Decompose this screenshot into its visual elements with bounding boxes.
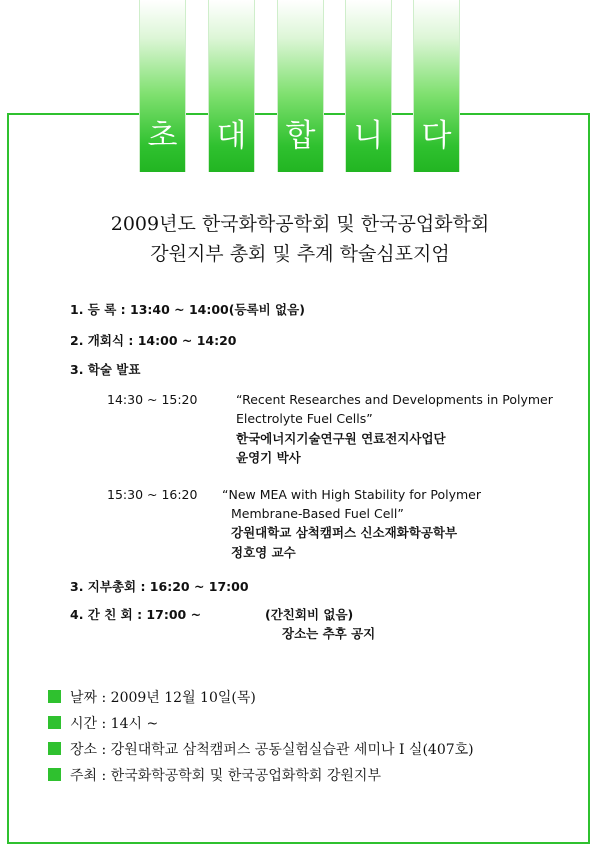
info-venue — [48, 740, 474, 760]
info-time — [48, 714, 158, 734]
info-host — [48, 766, 381, 786]
info-date-text: 날짜 : 2009년 12월 10일(목) — [70, 690, 256, 706]
banner-char: 합 — [285, 118, 316, 154]
registration-item: 1. 등 록 : 13:40 ~ 14:00(등록비 없음) — [70, 302, 305, 317]
talk-2-affiliation: 강원대학교 삼척캠퍼스 신소재화학공학부 — [231, 525, 458, 540]
banner-tile — [345, 0, 392, 172]
banner-char: 초 — [147, 118, 178, 154]
square-bullet-icon — [48, 768, 61, 781]
event-title-line2: 강원지부 총회 및 추계 학술심포지엄 — [150, 243, 450, 265]
reception-item: 4. 간 친 회 : 17:00 ~ — [70, 607, 202, 622]
square-bullet-icon — [48, 716, 61, 729]
info-time-text: 시간 : 14시 ~ — [70, 716, 159, 732]
talk-2-speaker: 정호영 교수 — [231, 545, 296, 560]
banner-tile — [208, 0, 255, 172]
info-date — [48, 688, 256, 708]
reception-fee-note: (간친회비 없음) — [265, 607, 354, 622]
talk-2-title: “New MEA with High Stability for Polymer — [222, 487, 482, 502]
banner-tile — [277, 0, 324, 172]
banner-tile — [413, 0, 460, 172]
talk-1-speaker: 윤영기 박사 — [236, 450, 301, 465]
banner-char: 대 — [216, 118, 247, 154]
talk-1-title: “Recent Researches and Developments in Polymer — [236, 392, 553, 407]
reception-location-note: 장소는 추후 공지 — [282, 626, 376, 641]
banner-char: 니 — [353, 118, 384, 154]
talk-2-time: 15:30 ~ 16:20 — [107, 487, 198, 502]
session-heading: 3. 학술 발표 — [70, 362, 141, 377]
banner-char: 다 — [421, 118, 452, 154]
square-bullet-icon — [48, 690, 61, 703]
info-venue-text: 장소 : 강원대학교 삼척캠퍼스 공동실험실습관 세미나 I 실(407호) — [70, 742, 474, 758]
general-meeting-item: 3. 지부총회 : 16:20 ~ 17:00 — [70, 579, 249, 594]
talk-1-affiliation: 한국에너지기술연구원 연료전지사업단 — [236, 431, 446, 446]
event-title-line1: 2009년도 한국화학공학회 및 한국공업화학회 — [110, 213, 490, 235]
talk-1-time: 14:30 ~ 15:20 — [107, 392, 198, 407]
talk-1-title-cont: Electrolyte Fuel Cells” — [236, 411, 373, 426]
banner-tile — [139, 0, 186, 172]
talk-2-title-cont: Membrane-Based Fuel Cell” — [231, 506, 404, 521]
square-bullet-icon — [48, 742, 61, 755]
info-host-text: 주최 : 한국화학공학회 및 한국공업화학회 강원지부 — [70, 768, 381, 784]
opening-item: 2. 개회식 : 14:00 ~ 14:20 — [70, 333, 237, 348]
